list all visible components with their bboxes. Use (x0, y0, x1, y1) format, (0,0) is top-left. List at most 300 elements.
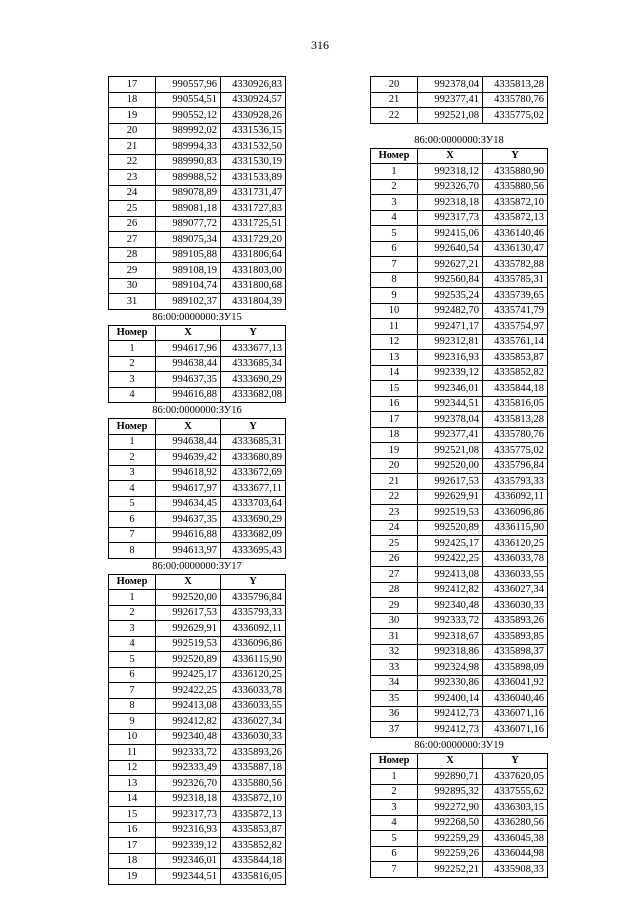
x-coordinate: 992422,25 (418, 551, 483, 567)
section-spacer (371, 123, 548, 133)
y-coordinate: 4330928,26 (221, 108, 286, 124)
x-coordinate: 994634,45 (156, 496, 221, 512)
table-row (109, 590, 286, 606)
x-coordinate: 992340,48 (156, 729, 221, 745)
point-number: 15 (371, 381, 418, 397)
y-coordinate: 4336096,86 (483, 505, 548, 521)
table-row (109, 154, 286, 170)
x-coordinate: 992519,53 (156, 636, 221, 652)
x-coordinate: 992318,86 (418, 644, 483, 660)
point-number: 22 (371, 108, 418, 124)
table-row (109, 527, 286, 543)
x-coordinate: 989988,52 (156, 170, 221, 186)
x-coordinate: 992259,29 (418, 831, 483, 847)
y-coordinate: 4331533,89 (221, 170, 286, 186)
point-number: 29 (109, 263, 156, 279)
table-header-row (109, 325, 286, 341)
table-row (371, 303, 548, 319)
point-number: 4 (371, 815, 418, 831)
table-row (371, 489, 548, 505)
y-coordinate: 4336140,46 (483, 226, 548, 242)
table-row (371, 92, 548, 108)
x-coordinate: 989077,72 (156, 216, 221, 232)
point-number: 31 (371, 629, 418, 645)
y-coordinate: 4336041,92 (483, 675, 548, 691)
y-coordinate: 4336092,11 (483, 489, 548, 505)
x-coordinate: 992259,26 (418, 846, 483, 862)
point-number: 33 (371, 660, 418, 676)
point-number: 32 (371, 644, 418, 660)
point-number: 4 (371, 210, 418, 226)
y-coordinate: 4335775,02 (483, 108, 548, 124)
table-row (109, 278, 286, 294)
table-row (109, 263, 286, 279)
y-coordinate: 4336071,16 (483, 706, 548, 722)
x-coordinate: 992520,89 (418, 520, 483, 536)
table-row (371, 520, 548, 536)
column-header-x: X (156, 574, 221, 590)
y-coordinate: 4335793,33 (483, 474, 548, 490)
x-coordinate: 994617,96 (156, 341, 221, 357)
y-coordinate: 4336033,55 (483, 567, 548, 583)
point-number: 3 (109, 621, 156, 637)
table-row (109, 170, 286, 186)
column-header-number: Номер (371, 148, 418, 164)
point-number: 35 (371, 691, 418, 707)
point-number: 25 (109, 201, 156, 217)
x-coordinate: 992346,01 (156, 853, 221, 869)
x-coordinate: 992339,12 (418, 365, 483, 381)
table-row (371, 288, 548, 304)
y-coordinate: 4336115,90 (483, 520, 548, 536)
point-number: 2 (109, 356, 156, 372)
point-number: 26 (371, 551, 418, 567)
x-coordinate: 992471,17 (418, 319, 483, 335)
x-coordinate: 992520,00 (418, 458, 483, 474)
y-coordinate: 4336115,90 (221, 652, 286, 668)
table-row (371, 458, 548, 474)
x-coordinate: 989994,33 (156, 139, 221, 155)
point-number: 13 (109, 776, 156, 792)
x-coordinate: 994617,97 (156, 481, 221, 497)
y-coordinate: 4335853,87 (221, 822, 286, 838)
point-number: 10 (109, 729, 156, 745)
point-number: 6 (371, 241, 418, 257)
x-coordinate: 989105,88 (156, 247, 221, 263)
table-row (371, 226, 548, 242)
table-row (109, 683, 286, 699)
point-number: 21 (109, 139, 156, 155)
table-row (371, 272, 548, 288)
table-row (371, 334, 548, 350)
point-number: 18 (371, 427, 418, 443)
table-row (109, 636, 286, 652)
x-coordinate: 992520,00 (156, 590, 221, 606)
column-header-y: Y (483, 753, 548, 769)
table-row (371, 629, 548, 645)
x-coordinate: 992617,53 (418, 474, 483, 490)
point-number: 28 (109, 247, 156, 263)
y-coordinate: 4335898,09 (483, 660, 548, 676)
y-coordinate: 4335816,05 (221, 869, 286, 885)
y-coordinate: 4336033,55 (221, 698, 286, 714)
y-coordinate: 4331729,20 (221, 232, 286, 248)
table-row (371, 706, 548, 722)
x-coordinate: 992520,89 (156, 652, 221, 668)
table-row (371, 784, 548, 800)
table-row (371, 846, 548, 862)
x-coordinate: 992377,41 (418, 92, 483, 108)
y-coordinate: 4330924,57 (221, 92, 286, 108)
y-coordinate: 4335880,56 (221, 776, 286, 792)
coordinate-table (370, 76, 548, 878)
table-row (109, 341, 286, 357)
point-number: 5 (371, 226, 418, 242)
x-coordinate: 992344,51 (418, 396, 483, 412)
table-row (109, 185, 286, 201)
x-coordinate: 989108,19 (156, 263, 221, 279)
table-row (109, 605, 286, 621)
point-number: 2 (109, 605, 156, 621)
table-row (371, 443, 548, 459)
point-number: 11 (371, 319, 418, 335)
column-header-number: Номер (109, 325, 156, 341)
x-coordinate: 992378,04 (418, 412, 483, 428)
x-coordinate: 994638,44 (156, 434, 221, 450)
table-row (109, 294, 286, 310)
table-row (109, 512, 286, 528)
point-number: 7 (371, 862, 418, 878)
y-coordinate: 4331804,39 (221, 294, 286, 310)
x-coordinate: 992521,08 (418, 108, 483, 124)
table-row (371, 195, 548, 211)
point-number: 19 (109, 869, 156, 885)
y-coordinate: 4336030,33 (483, 598, 548, 614)
y-coordinate: 4331803,00 (221, 263, 286, 279)
point-number: 7 (109, 683, 156, 699)
point-number: 27 (109, 232, 156, 248)
table-row (371, 381, 548, 397)
x-coordinate: 992326,70 (156, 776, 221, 792)
column-header-number: Номер (371, 753, 418, 769)
table-row (109, 698, 286, 714)
y-coordinate: 4333677,13 (221, 341, 286, 357)
column-header-y: Y (221, 574, 286, 590)
y-coordinate: 4333690,29 (221, 512, 286, 528)
point-number: 25 (371, 536, 418, 552)
y-coordinate: 4335898,37 (483, 644, 548, 660)
y-coordinate: 4336030,33 (221, 729, 286, 745)
point-number: 20 (109, 123, 156, 139)
table-row (109, 450, 286, 466)
y-coordinate: 4336045,38 (483, 831, 548, 847)
y-coordinate: 4335893,26 (483, 613, 548, 629)
table-row (109, 745, 286, 761)
x-coordinate: 992412,73 (418, 706, 483, 722)
y-coordinate: 4336280,56 (483, 815, 548, 831)
point-number: 3 (371, 800, 418, 816)
point-number: 4 (109, 636, 156, 652)
point-number: 8 (371, 272, 418, 288)
x-coordinate: 989102,37 (156, 294, 221, 310)
x-coordinate: 989990,83 (156, 154, 221, 170)
table-row (109, 139, 286, 155)
y-coordinate: 4336027,34 (221, 714, 286, 730)
table-row (371, 77, 548, 93)
y-coordinate: 4336044,98 (483, 846, 548, 862)
x-coordinate: 992317,73 (156, 807, 221, 823)
point-number: 22 (109, 154, 156, 170)
point-number: 17 (109, 838, 156, 854)
coordinate-table (108, 76, 286, 885)
x-coordinate: 992312,81 (418, 334, 483, 350)
column-header-x: X (156, 419, 221, 435)
x-coordinate: 992326,70 (418, 179, 483, 195)
point-number: 22 (371, 489, 418, 505)
x-coordinate: 994616,88 (156, 527, 221, 543)
point-number: 26 (109, 216, 156, 232)
table-row (371, 210, 548, 226)
point-number: 37 (371, 722, 418, 738)
x-coordinate: 992340,48 (418, 598, 483, 614)
y-coordinate: 4336092,11 (221, 621, 286, 637)
x-coordinate: 992560,84 (418, 272, 483, 288)
x-coordinate: 992425,17 (156, 667, 221, 683)
y-coordinate: 4335761,14 (483, 334, 548, 350)
y-coordinate: 4337620,05 (483, 769, 548, 785)
x-coordinate: 992318,18 (156, 791, 221, 807)
table-row (371, 257, 548, 273)
point-number: 17 (109, 77, 156, 93)
y-coordinate: 4336120,25 (221, 667, 286, 683)
point-number: 4 (109, 481, 156, 497)
column-header-x: X (418, 753, 483, 769)
table-row (371, 675, 548, 691)
table-header-row (109, 574, 286, 590)
y-coordinate: 4335853,87 (483, 350, 548, 366)
table-row (109, 465, 286, 481)
y-coordinate: 4335754,97 (483, 319, 548, 335)
x-coordinate: 989078,89 (156, 185, 221, 201)
x-coordinate: 992422,25 (156, 683, 221, 699)
table-row (109, 201, 286, 217)
y-coordinate: 4333677,11 (221, 481, 286, 497)
table-row (109, 232, 286, 248)
x-coordinate: 994639,42 (156, 450, 221, 466)
y-coordinate: 4335908,33 (483, 862, 548, 878)
y-coordinate: 4335872,13 (221, 807, 286, 823)
y-coordinate: 4335844,18 (483, 381, 548, 397)
x-coordinate: 992890,71 (418, 769, 483, 785)
x-coordinate: 992330,86 (418, 675, 483, 691)
y-coordinate: 4335887,18 (221, 760, 286, 776)
table-row (371, 722, 548, 738)
table-row (371, 691, 548, 707)
x-coordinate: 992339,12 (156, 838, 221, 854)
table-row (109, 481, 286, 497)
table-row (109, 838, 286, 854)
section-caption: 86:00:0000000:ЗУ15 (152, 311, 242, 323)
y-coordinate: 4336040,46 (483, 691, 548, 707)
table-row (371, 505, 548, 521)
point-number: 9 (371, 288, 418, 304)
section-caption: 86:00:0000000:ЗУ19 (414, 739, 504, 751)
x-coordinate: 992413,08 (418, 567, 483, 583)
x-coordinate: 992425,17 (418, 536, 483, 552)
table-row (109, 776, 286, 792)
point-number: 31 (109, 294, 156, 310)
table-row (109, 760, 286, 776)
point-number: 2 (109, 450, 156, 466)
section-caption: 86:00:0000000:ЗУ17 (152, 560, 242, 572)
point-number: 5 (109, 496, 156, 512)
x-coordinate: 992333,72 (418, 613, 483, 629)
y-coordinate: 4333695,43 (221, 543, 286, 559)
table-row (371, 769, 548, 785)
table-row (109, 652, 286, 668)
x-coordinate: 992413,08 (156, 698, 221, 714)
x-coordinate: 992333,49 (156, 760, 221, 776)
y-coordinate: 4333685,31 (221, 434, 286, 450)
x-coordinate: 992627,21 (418, 257, 483, 273)
x-coordinate: 994618,92 (156, 465, 221, 481)
y-coordinate: 4333672,69 (221, 465, 286, 481)
table-row (371, 365, 548, 381)
table-row (109, 853, 286, 869)
x-coordinate: 992535,24 (418, 288, 483, 304)
point-number: 20 (371, 77, 418, 93)
table-row (109, 496, 286, 512)
point-number: 1 (109, 434, 156, 450)
x-coordinate: 992316,93 (418, 350, 483, 366)
table-row (371, 474, 548, 490)
x-coordinate: 992316,93 (156, 822, 221, 838)
y-coordinate: 4337555,62 (483, 784, 548, 800)
point-number: 23 (371, 505, 418, 521)
point-number: 24 (371, 520, 418, 536)
table-row (371, 831, 548, 847)
x-coordinate: 992318,67 (418, 629, 483, 645)
table-row (371, 551, 548, 567)
x-coordinate: 990557,96 (156, 77, 221, 93)
x-coordinate: 992344,51 (156, 869, 221, 885)
table-row (371, 319, 548, 335)
table-header-row (109, 419, 286, 435)
y-coordinate: 4335872,10 (221, 791, 286, 807)
table-row (371, 644, 548, 660)
point-number: 8 (109, 698, 156, 714)
y-coordinate: 4335782,88 (483, 257, 548, 273)
x-coordinate: 992400,14 (418, 691, 483, 707)
page-number: 316 (311, 38, 329, 52)
y-coordinate: 4335816,05 (483, 396, 548, 412)
y-coordinate: 4331731,47 (221, 185, 286, 201)
y-coordinate: 4336027,34 (483, 582, 548, 598)
y-coordinate: 4331532,50 (221, 139, 286, 155)
point-number: 18 (109, 853, 156, 869)
y-coordinate: 4336096,86 (221, 636, 286, 652)
point-number: 5 (371, 831, 418, 847)
column-header-y: Y (483, 148, 548, 164)
x-coordinate: 990552,12 (156, 108, 221, 124)
table-row (109, 77, 286, 93)
table-row (109, 356, 286, 372)
x-coordinate: 992519,53 (418, 505, 483, 521)
y-coordinate: 4331725,51 (221, 216, 286, 232)
y-coordinate: 4336120,25 (483, 536, 548, 552)
y-coordinate: 4335852,82 (483, 365, 548, 381)
table-row (109, 869, 286, 885)
y-coordinate: 4330926,83 (221, 77, 286, 93)
table-row (109, 714, 286, 730)
table-row (109, 108, 286, 124)
x-coordinate: 989075,34 (156, 232, 221, 248)
left-column (108, 76, 285, 885)
point-number: 15 (109, 807, 156, 823)
y-coordinate: 4335844,18 (221, 853, 286, 869)
point-number: 23 (109, 170, 156, 186)
table-row (109, 807, 286, 823)
x-coordinate: 992378,04 (418, 77, 483, 93)
y-coordinate: 4333690,29 (221, 372, 286, 388)
point-number: 6 (371, 846, 418, 862)
point-number: 12 (109, 760, 156, 776)
table-row (371, 582, 548, 598)
point-number: 29 (371, 598, 418, 614)
point-number: 8 (109, 543, 156, 559)
column-header-y: Y (221, 419, 286, 435)
y-coordinate: 4333680,89 (221, 450, 286, 466)
table-header-row (371, 148, 548, 164)
y-coordinate: 4331800,68 (221, 278, 286, 294)
table-row (109, 543, 286, 559)
point-number: 30 (109, 278, 156, 294)
section-caption: 86:00:0000000:ЗУ16 (152, 405, 242, 416)
table-row (109, 621, 286, 637)
x-coordinate: 994637,35 (156, 372, 221, 388)
point-number: 14 (109, 791, 156, 807)
y-coordinate: 4333682,08 (221, 387, 286, 403)
x-coordinate: 992268,50 (418, 815, 483, 831)
point-number: 16 (371, 396, 418, 412)
point-number: 18 (109, 92, 156, 108)
table-row (371, 427, 548, 443)
x-coordinate: 992333,72 (156, 745, 221, 761)
y-coordinate: 4336033,78 (221, 683, 286, 699)
x-coordinate: 989992,02 (156, 123, 221, 139)
point-number: 2 (371, 784, 418, 800)
table-row (371, 613, 548, 629)
y-coordinate: 4331530,19 (221, 154, 286, 170)
right-column (370, 76, 547, 878)
y-coordinate: 4333685,34 (221, 356, 286, 372)
y-coordinate: 4331536,15 (221, 123, 286, 139)
point-number: 5 (109, 652, 156, 668)
x-coordinate: 990554,51 (156, 92, 221, 108)
table-row (371, 350, 548, 366)
x-coordinate: 992317,73 (418, 210, 483, 226)
x-coordinate: 992521,08 (418, 443, 483, 459)
x-coordinate: 992377,41 (418, 427, 483, 443)
point-number: 20 (371, 458, 418, 474)
column-header-x: X (156, 325, 221, 341)
point-number: 1 (371, 769, 418, 785)
y-coordinate: 4336071,16 (483, 722, 548, 738)
y-coordinate: 4335872,13 (483, 210, 548, 226)
y-coordinate: 4336033,78 (483, 551, 548, 567)
point-number: 14 (371, 365, 418, 381)
table-row (109, 667, 286, 683)
